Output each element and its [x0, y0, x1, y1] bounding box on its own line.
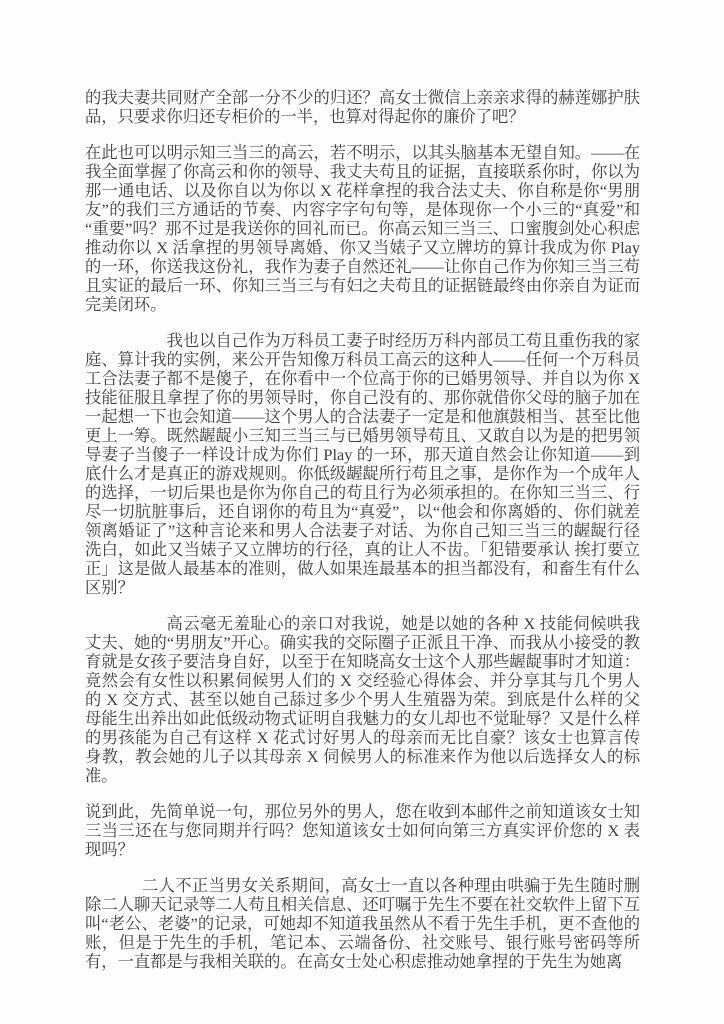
paragraph-2: 在此也可以明示知三当三的高云，若不明示，以其头脑基本无望自知。——在我全面掌握了你高云和你的领导、我丈夫苟且的证据，直接联系你时，你以为那一通电话、以及你自以为你以 X 花样拿捏的我合法丈夫、你自称是你“男朋友”的我们三方通话的节奏、内容字字句句等，是体现你一个小三的“真爱”和“重要”吗？那不过是我送你的回礼而已。你高云知三当三、口蜜腹剑处心积虑推动你以 X 活拿捏的男领导离婚、你又当婊子又立牌坊的算计我成为你 Play 的一环，你送我这份礼，我作为妻子自然还礼——让你自己作为你知三当三苟且实证的最后一环、你知三当三与有妇之夫苟且的证据链最终由你亲自为证而完美闭环。: [85, 143, 640, 314]
paragraph-6: 二人不正当男女关系期间，高女士一直以各种理由哄骗于先生随时删除二人聊天记录等二人苟且相关信息、还叮嘱于先生不要在社交软件上留下互叫“老公、老婆”的记录，可她却不知道我虽然从不看于先生手机，更不查他的账，但是于先生的手机，笔记本、云端备份、社交账号、银行账号密码等所有，一直都是与我相关联的。在高女士处心积虑推动她拿捏的于先生为她离: [85, 876, 640, 971]
paragraph-5: 说到此，先简单说一句，那位另外的男人，您在收到本邮件之前知道该女士知三当三还在与您同期并行吗？您知道该女士如何向第三方真实评价您的 X 表现吗？: [85, 802, 640, 859]
paragraph-4: 高云毫无羞耻心的亲口对我说，她是以她的各种 X 技能伺候哄我丈夫、她的“男朋友”开心。确实我的交际圈子正派且干净、而我从小接受的教育就是女孩子要洁身自好，以至于在知晓高女士这个人那些龌龊事时才知道：竟然会有女性以积累伺候男人们的 X 交经验心得体会、并分享其与几个男人的 X 交方式、甚至以她自己舔过多少个男人生殖器为荣。到底是什么样的父母能生出养出如此低级动物式证明自我魅力的女儿却也不觉耻辱？又是什么样的男孩能为自己有这样 X 花式讨好男人的母亲而无比自豪？该女士也算言传身教，教会她的儿子以其母亲 X 伺候男人的标准来作为他以后选择女人的标准。: [85, 614, 640, 785]
paragraph-3: 我也以自己作为万科员工妻子时经历万科内部员工苟且重伤我的家庭、算计我的实例，来公开告知像万科员工高云的这种人——任何一个万科员工合法妻子都不是傻子，在你看中一个位高于你的已婚男领导、并自以为你 X 技能征服且拿捏了你的男领导时，你自己没有的、那你就借你父母的脑子加在一起想一下也会知道——这个男人的合法妻子一定是和他旗鼓相当、甚至比他更上一筹。既然龌龊小三知三当三与已婚男领导苟且、又敢自以为是的把男领导妻子当傻子一样设计成为你们 Play 的一环，那天道自然会让你知道——到底什么才是真正的游戏规则。你低级龌龊所行苟且之事，是你作为一个成年人的选择，一切后果也是你为你自己的苟且行为必须承担的。在你知三当三、行尽一切肮脏事后，还自诩你的苟且为“真爱”，以“他会和你离婚的、你们就差领离婚证了”这种言论来和男人合法妻子对话、为你自己知三当三的龌龊行径洗白，如此又当婊子又立牌坊的行径，真的让人不齿。「犯错要承认 挨打要立正」这是做人最基本的准则，做人如果连最基本的担当都没有，和畜生有什么区别？: [85, 331, 640, 597]
paragraph-1: 的我夫妻共同财产全部一分不少的归还？高女士微信上亲亲求得的赫莲娜护肤品，只要求你归还专柜价的一半，也算对得起你的廉价了吧？: [85, 88, 640, 126]
